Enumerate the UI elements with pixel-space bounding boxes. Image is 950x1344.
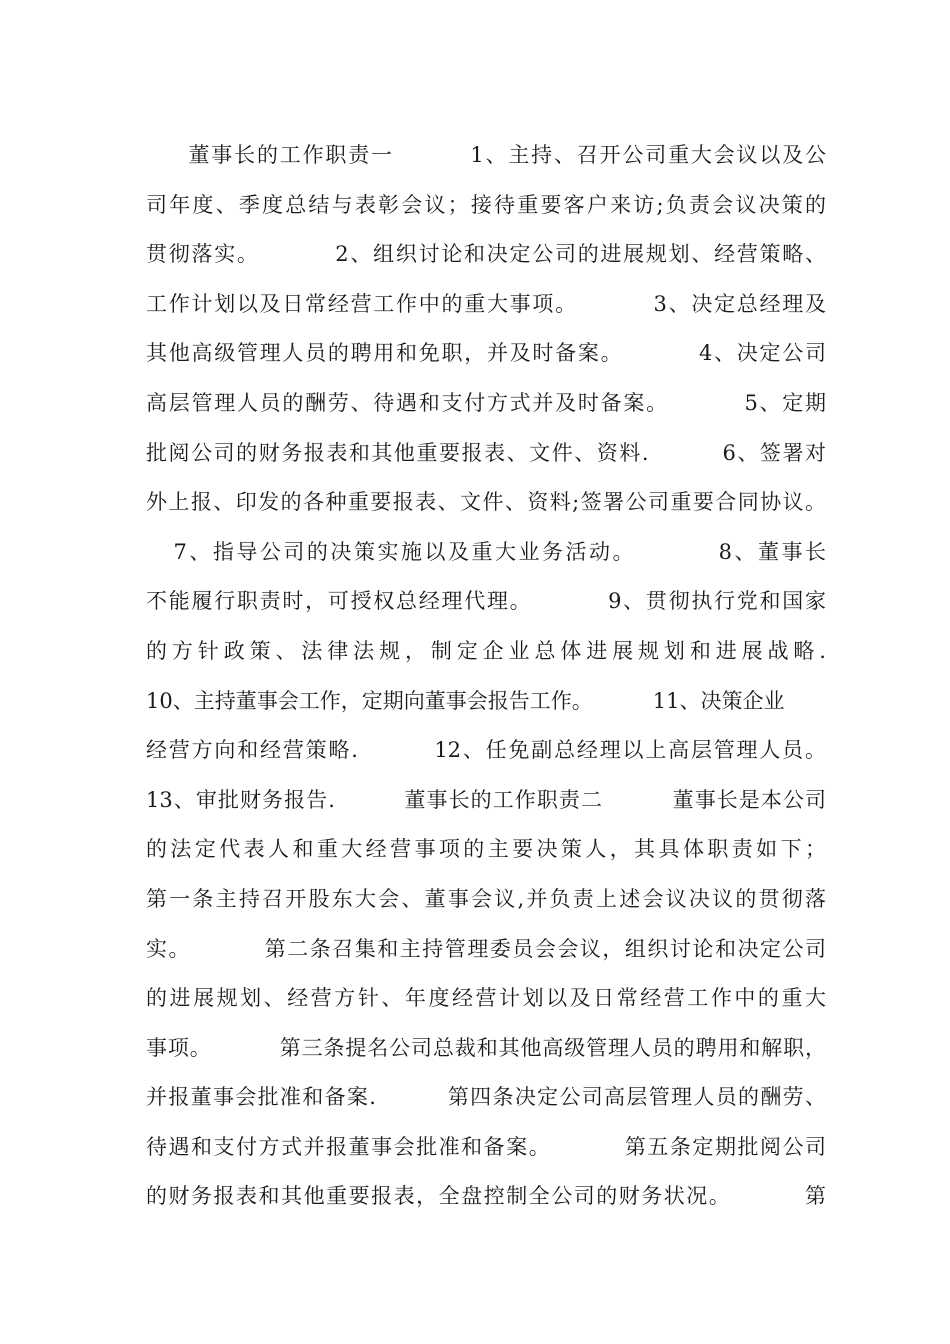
text-line-11: 的方针政策、法律法规，制定企业总体进展规划和进展战略. (146, 638, 826, 663)
text-line-13: 经营方向和经营策略. 12、任免副总经理以上高层管理人员。 (146, 738, 826, 763)
text-line-14: 13、审批财务报告. 董事长的工作职责二 董事长是本公司 (146, 787, 826, 812)
text-line-4: 工作计划以及日常经营工作中的重大事项。 3、决定总经理及 (146, 291, 826, 316)
text-line-21: 待遇和支付方式并报董事会批准和备案。 第五条定期批阅公司 (146, 1134, 826, 1159)
text-line-3: 贯彻落实。 2、组织讨论和决定公司的进展规划、经营策略、 (146, 242, 826, 267)
text-line-18: 的进展规划、经营方针、年度经营计划以及日常经营工作中的重大 (146, 986, 826, 1011)
text-line-1: 董事长的工作职责一 1、主持、召开公司重大会议以及公 (146, 143, 826, 167)
text-line-7: 批阅公司的财务报表和其他重要报表、文件、资料. 6、签署对 (146, 440, 826, 465)
text-line-16: 第一条主持召开股东大会、董事会议,并负责上述会议决议的贯彻落 (146, 886, 826, 911)
text-line-10: 不能履行职责时，可授权总经理代理。 9、贯彻执行党和国家 (146, 589, 826, 614)
text-line-17: 实。 第二条召集和主持管理委员会会议，组织讨论和决定公司 (146, 936, 826, 961)
text-line-20: 并报董事会批准和备案. 第四条决定公司高层管理人员的酬劳、 (146, 1085, 826, 1110)
text-line-2: 司年度、季度总结与表彰会议；接待重要客户来访;负责会议决策的 (146, 192, 826, 217)
text-line-15: 的法定代表人和重大经营事项的主要决策人，其具体职责如下； (146, 837, 826, 862)
body-text (146, 131, 826, 1222)
text-line-5: 其他高级管理人员的聘用和免职，并及时备案。 4、决定公司 (146, 341, 826, 366)
text-line-8: 外上报、印发的各种重要报表、文件、资料;签署公司重要合同协议。 (146, 490, 826, 515)
text-line-6: 高层管理人员的酬劳、待遇和支付方式并及时备案。 5、定期 (146, 390, 826, 415)
text-line-19: 事项。 第三条提名公司总裁和其他高级管理人员的聘用和解职， (146, 1035, 826, 1060)
text-line-12: 10、主持董事会工作，定期向董事会报告工作。 11、决策企业 (146, 688, 785, 713)
text-line-22: 的财务报表和其他重要报表，全盘控制全公司的财务状况。 第 (146, 1184, 826, 1209)
text-line-9: 7、指导公司的决策实施以及重大业务活动。 8、董事长 (146, 539, 826, 564)
